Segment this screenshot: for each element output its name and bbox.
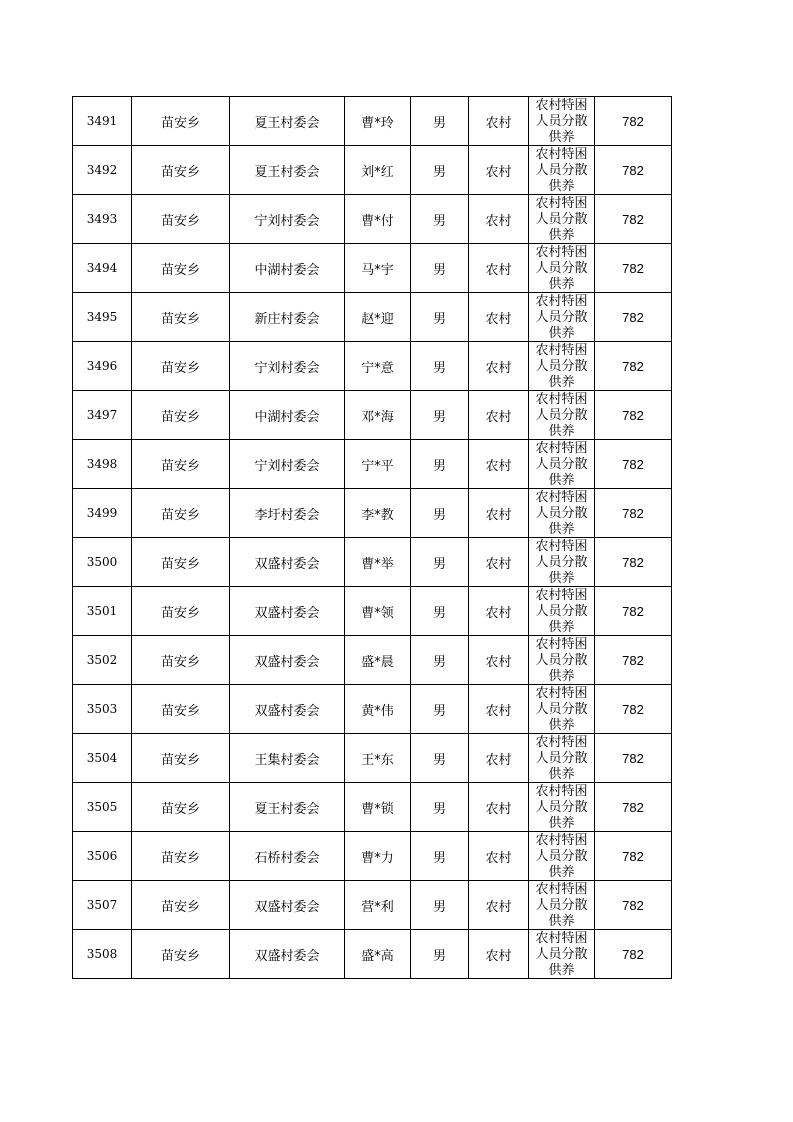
cell-area: 农村	[469, 391, 529, 440]
cell-amount: 782	[595, 734, 672, 783]
cell-amount: 782	[595, 881, 672, 930]
cell-id: 3505	[73, 783, 132, 832]
cell-amount: 782	[595, 587, 672, 636]
category-text: 农村特困人员分散供养	[535, 686, 588, 733]
cell-name: 宁*意	[345, 342, 411, 391]
cell-village: 双盛村委会	[230, 587, 345, 636]
cell-category	[529, 734, 595, 783]
cell-gender: 男	[411, 685, 469, 734]
table-row	[73, 489, 672, 538]
category-text: 农村特困人员分散供养	[535, 931, 588, 978]
cell-category	[529, 783, 595, 832]
cell-township: 苗安乡	[132, 734, 230, 783]
cell-name: 盛*高	[345, 930, 411, 979]
cell-gender: 男	[411, 391, 469, 440]
cell-area: 农村	[469, 832, 529, 881]
cell-village: 双盛村委会	[230, 636, 345, 685]
cell-category	[529, 244, 595, 293]
cell-amount: 782	[595, 636, 672, 685]
cell-id: 3497	[73, 391, 132, 440]
cell-id: 3507	[73, 881, 132, 930]
cell-village: 夏王村委会	[230, 97, 345, 146]
cell-id: 3508	[73, 930, 132, 979]
cell-amount: 782	[595, 293, 672, 342]
cell-village: 双盛村委会	[230, 930, 345, 979]
cell-area: 农村	[469, 97, 529, 146]
cell-township: 苗安乡	[132, 538, 230, 587]
cell-village: 中湖村委会	[230, 244, 345, 293]
table-row	[73, 636, 672, 685]
category-text: 农村特困人员分散供养	[535, 441, 588, 488]
cell-category	[529, 195, 595, 244]
category-text: 农村特困人员分散供养	[535, 784, 588, 831]
cell-area: 农村	[469, 783, 529, 832]
cell-name: 曹*玲	[345, 97, 411, 146]
cell-amount: 782	[595, 146, 672, 195]
cell-id: 3506	[73, 832, 132, 881]
cell-township: 苗安乡	[132, 489, 230, 538]
category-text: 农村特困人员分散供养	[535, 392, 588, 439]
table-row	[73, 734, 672, 783]
cell-name: 宁*平	[345, 440, 411, 489]
cell-id: 3494	[73, 244, 132, 293]
category-text: 农村特困人员分散供养	[535, 343, 588, 390]
cell-area: 农村	[469, 440, 529, 489]
cell-category	[529, 587, 595, 636]
cell-id: 3492	[73, 146, 132, 195]
table-row	[73, 293, 672, 342]
cell-category	[529, 489, 595, 538]
cell-amount: 782	[595, 440, 672, 489]
cell-area: 农村	[469, 195, 529, 244]
cell-category	[529, 881, 595, 930]
category-text: 农村特困人员分散供养	[535, 539, 588, 586]
cell-area: 农村	[469, 489, 529, 538]
cell-amount: 782	[595, 489, 672, 538]
category-text: 农村特困人员分散供养	[535, 882, 588, 929]
cell-id: 3499	[73, 489, 132, 538]
cell-id: 3501	[73, 587, 132, 636]
cell-township: 苗安乡	[132, 146, 230, 195]
table-row	[73, 685, 672, 734]
cell-category	[529, 930, 595, 979]
table-body	[73, 97, 672, 979]
cell-township: 苗安乡	[132, 881, 230, 930]
cell-name: 曹*锁	[345, 783, 411, 832]
category-text: 农村特困人员分散供养	[535, 294, 588, 341]
cell-township: 苗安乡	[132, 97, 230, 146]
category-text: 农村特困人员分散供养	[535, 147, 588, 194]
cell-gender: 男	[411, 636, 469, 685]
cell-township: 苗安乡	[132, 783, 230, 832]
cell-category	[529, 538, 595, 587]
cell-id: 3503	[73, 685, 132, 734]
table-row	[73, 832, 672, 881]
cell-gender: 男	[411, 195, 469, 244]
cell-village: 双盛村委会	[230, 538, 345, 587]
cell-area: 农村	[469, 930, 529, 979]
beneficiary-table	[72, 96, 672, 979]
cell-township: 苗安乡	[132, 636, 230, 685]
cell-category	[529, 293, 595, 342]
cell-village: 宁刘村委会	[230, 440, 345, 489]
cell-amount: 782	[595, 783, 672, 832]
cell-township: 苗安乡	[132, 685, 230, 734]
table-row	[73, 391, 672, 440]
cell-township: 苗安乡	[132, 440, 230, 489]
category-text: 农村特困人员分散供养	[535, 98, 588, 145]
cell-gender: 男	[411, 930, 469, 979]
table-row	[73, 342, 672, 391]
cell-id: 3496	[73, 342, 132, 391]
cell-name: 赵*迎	[345, 293, 411, 342]
category-text: 农村特困人员分散供养	[535, 245, 588, 292]
cell-category	[529, 636, 595, 685]
cell-amount: 782	[595, 195, 672, 244]
cell-village: 夏王村委会	[230, 783, 345, 832]
cell-id: 3495	[73, 293, 132, 342]
cell-amount: 782	[595, 930, 672, 979]
cell-name: 曹*力	[345, 832, 411, 881]
cell-township: 苗安乡	[132, 244, 230, 293]
cell-category	[529, 342, 595, 391]
cell-category	[529, 146, 595, 195]
cell-category	[529, 391, 595, 440]
category-text: 农村特困人员分散供养	[535, 735, 588, 782]
cell-village: 夏王村委会	[230, 146, 345, 195]
cell-id: 3502	[73, 636, 132, 685]
cell-gender: 男	[411, 783, 469, 832]
cell-gender: 男	[411, 293, 469, 342]
cell-category	[529, 440, 595, 489]
cell-township: 苗安乡	[132, 391, 230, 440]
cell-township: 苗安乡	[132, 587, 230, 636]
cell-gender: 男	[411, 734, 469, 783]
cell-id: 3500	[73, 538, 132, 587]
cell-village: 双盛村委会	[230, 881, 345, 930]
cell-area: 农村	[469, 636, 529, 685]
cell-category	[529, 832, 595, 881]
table-row	[73, 881, 672, 930]
cell-village: 李圩村委会	[230, 489, 345, 538]
cell-gender: 男	[411, 244, 469, 293]
cell-name: 李*教	[345, 489, 411, 538]
cell-gender: 男	[411, 832, 469, 881]
cell-township: 苗安乡	[132, 195, 230, 244]
cell-name: 曹*付	[345, 195, 411, 244]
cell-township: 苗安乡	[132, 832, 230, 881]
category-text: 农村特困人员分散供养	[535, 588, 588, 635]
cell-name: 营*利	[345, 881, 411, 930]
cell-gender: 男	[411, 342, 469, 391]
cell-village: 中湖村委会	[230, 391, 345, 440]
cell-village: 新庄村委会	[230, 293, 345, 342]
category-text: 农村特困人员分散供养	[535, 637, 588, 684]
cell-area: 农村	[469, 146, 529, 195]
cell-area: 农村	[469, 734, 529, 783]
cell-name: 刘*红	[345, 146, 411, 195]
cell-area: 农村	[469, 342, 529, 391]
cell-amount: 782	[595, 685, 672, 734]
cell-category	[529, 685, 595, 734]
cell-area: 农村	[469, 685, 529, 734]
cell-gender: 男	[411, 440, 469, 489]
cell-name: 曹*举	[345, 538, 411, 587]
cell-id: 3493	[73, 195, 132, 244]
table-row	[73, 195, 672, 244]
cell-area: 农村	[469, 538, 529, 587]
cell-gender: 男	[411, 587, 469, 636]
table-row	[73, 440, 672, 489]
cell-name: 曹*领	[345, 587, 411, 636]
cell-amount: 782	[595, 391, 672, 440]
cell-village: 双盛村委会	[230, 685, 345, 734]
table-row	[73, 538, 672, 587]
cell-area: 农村	[469, 293, 529, 342]
cell-area: 农村	[469, 587, 529, 636]
cell-township: 苗安乡	[132, 930, 230, 979]
cell-area: 农村	[469, 881, 529, 930]
cell-amount: 782	[595, 97, 672, 146]
cell-name: 王*东	[345, 734, 411, 783]
cell-name: 马*宇	[345, 244, 411, 293]
cell-village: 王集村委会	[230, 734, 345, 783]
cell-village: 宁刘村委会	[230, 195, 345, 244]
table-row	[73, 97, 672, 146]
cell-gender: 男	[411, 538, 469, 587]
cell-name: 黄*伟	[345, 685, 411, 734]
table-row	[73, 930, 672, 979]
category-text: 农村特困人员分散供养	[535, 196, 588, 243]
table-row	[73, 244, 672, 293]
cell-village: 宁刘村委会	[230, 342, 345, 391]
table-row	[73, 783, 672, 832]
cell-township: 苗安乡	[132, 293, 230, 342]
cell-category	[529, 97, 595, 146]
cell-amount: 782	[595, 832, 672, 881]
table-row	[73, 146, 672, 195]
cell-amount: 782	[595, 342, 672, 391]
cell-area: 农村	[469, 244, 529, 293]
cell-id: 3498	[73, 440, 132, 489]
cell-name: 盛*晨	[345, 636, 411, 685]
cell-gender: 男	[411, 881, 469, 930]
cell-id: 3491	[73, 97, 132, 146]
cell-township: 苗安乡	[132, 342, 230, 391]
cell-village: 石桥村委会	[230, 832, 345, 881]
category-text: 农村特困人员分散供养	[535, 490, 588, 537]
cell-gender: 男	[411, 97, 469, 146]
cell-id: 3504	[73, 734, 132, 783]
cell-name: 邓*海	[345, 391, 411, 440]
cell-gender: 男	[411, 489, 469, 538]
cell-gender: 男	[411, 146, 469, 195]
cell-amount: 782	[595, 244, 672, 293]
table-row	[73, 587, 672, 636]
cell-amount: 782	[595, 538, 672, 587]
category-text: 农村特困人员分散供养	[535, 833, 588, 880]
